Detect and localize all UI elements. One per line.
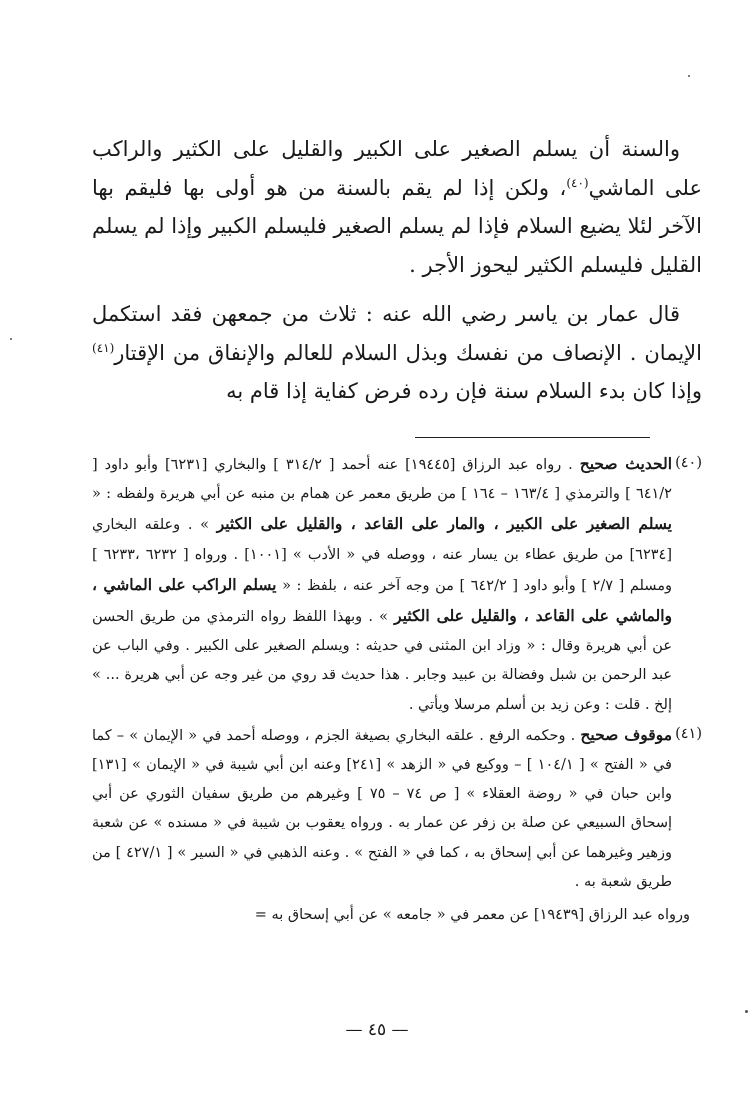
footnote-40-text-a: . رواه عبد الرزاق [١٩٤٤٥] عنه أحمد [ ٣١٤/٢ ] والبخاري [٦٢٣١] وأبو داود [ ٦٤١/٢ ] والترمذي [ ١٦٣/٤ – ١٦٤ ] من طريق معمر عن همام بن منبه عن أبي هريرة ولفظه : «	[92, 457, 672, 503]
footnote-ref-41[interactable]: (٤١)	[92, 340, 115, 355]
footnote-41-grade: موقوف صحيح	[580, 724, 673, 744]
footnote-40-grade: الحديث صحيح	[579, 454, 672, 473]
footnote-40-text-b: » . وعلقه البخاري [٦٢٣٤] من طريق عطاء بن يسار عنه ، ووصله في « الأدب » [١٠٠١] . ورواه [ ٦٢٣٢ ،٦٢٣٣ ] ومسلم [ ٢/٧ ] وأبو داود [ ٦٤٢/٢ ] من وجه آخر عنه ، بلفظ : «	[92, 517, 672, 594]
footnote-40-text-c: » . وبهذا اللفظ رواه الترمذي من طريق الحسن عن أبي هريرة وقال : « وزاد ابن المثنى في حديثه : ويسلم الصغير على الكبير . وفي الباب عن عبد الرحمن بن شبل وفضالة بن عبيد وجابر . هذا حديث قد روي من غير وجه عن أبي هريرة ... » إلخ . قلت : وعن زيد بن أسلم مرسلا ويأتي .	[92, 609, 672, 713]
scan-speck	[745, 1010, 748, 1013]
footnote-40	[92, 449, 702, 720]
footnote-separator	[415, 437, 650, 438]
scan-speck	[688, 75, 690, 77]
paragraph-2-tail: وإذا كان بدء السلام سنة فإن رده فرض كفاية إذا قام به	[226, 379, 702, 403]
footnote-ref-40[interactable]: (٤٠)	[566, 175, 589, 190]
paragraph-1	[92, 130, 702, 284]
main-body-text	[92, 130, 702, 411]
scan-speck	[10, 338, 12, 340]
footnote-41-number: (٤١)	[675, 725, 702, 742]
page-number: — ٤٥ —	[345, 1020, 409, 1040]
paragraph-2	[92, 295, 702, 411]
footnote-40-hadith-text-1: يسلم الصغير على الكبير ، والمار على القاعد ، والقليل على الكثير	[216, 514, 672, 534]
paragraph-1-tail: ، ولكن إذا لم يقم بالسنة من هو أولى بها فليقم بها الآخر لئلا يضيع السلام فإذا لم يسلم الصغير فليسلم الكبير وإذا لم يسلم القليل فليسلم الكثير ليحوز الأجر .	[92, 175, 702, 277]
footnotes-section	[92, 449, 702, 930]
footnote-40-number: (٤٠)	[675, 455, 702, 471]
footnote-41	[92, 720, 702, 897]
footnote-41-text: . وحكمه الرفع . علقه البخاري بصيغة الجزم ، ووصله أحمد في « الإيمان » – كما في « الفتح » [ ١٠٤/١ ] – ووكيع في « الزهد » [٢٤١] وعنه ابن أبي شيبة في « الإيمان » [١٣١] وابن حبان في « روضة العقلاء » [ ص ٧٤ – ٧٥ ] وغيرهم من طريق سفيان الثوري عن أبي إسحاق السبيعي عن صلة بن زفر عن عمار به . ورواه يعقوب بن شيبة في « مسنده » عن شعبة وزهير وغيرهما عن أبي إسحاق به ، كما في « الفتح » . وعنه الذهبي في « السير » [ ٤٢٧/١ ] من طريق شعبة به .	[92, 727, 672, 890]
footnote-continuation: ورواه عبد الرزاق [١٩٤٣٩] عن معمر في « جامعه » عن أبي إسحاق به =	[254, 907, 690, 924]
paragraph-2-text: قال عمار بن ياسر رضي الله عنه : ثلاث من جمعهن فقد استكمل الإيمان . الإنصاف من نفسك وبذل السلام للعالم والإنفاق من الإقتار	[92, 302, 702, 365]
paragraph-1-text: والسنة أن يسلم الصغير على الكبير والقليل على الكثير والراكب على الماشي	[92, 137, 702, 200]
footnote-40-hadith-text-2: يسلم الراكب على الماشي ، والماشي على القاعد ، والقليل على الكثير	[92, 574, 672, 626]
